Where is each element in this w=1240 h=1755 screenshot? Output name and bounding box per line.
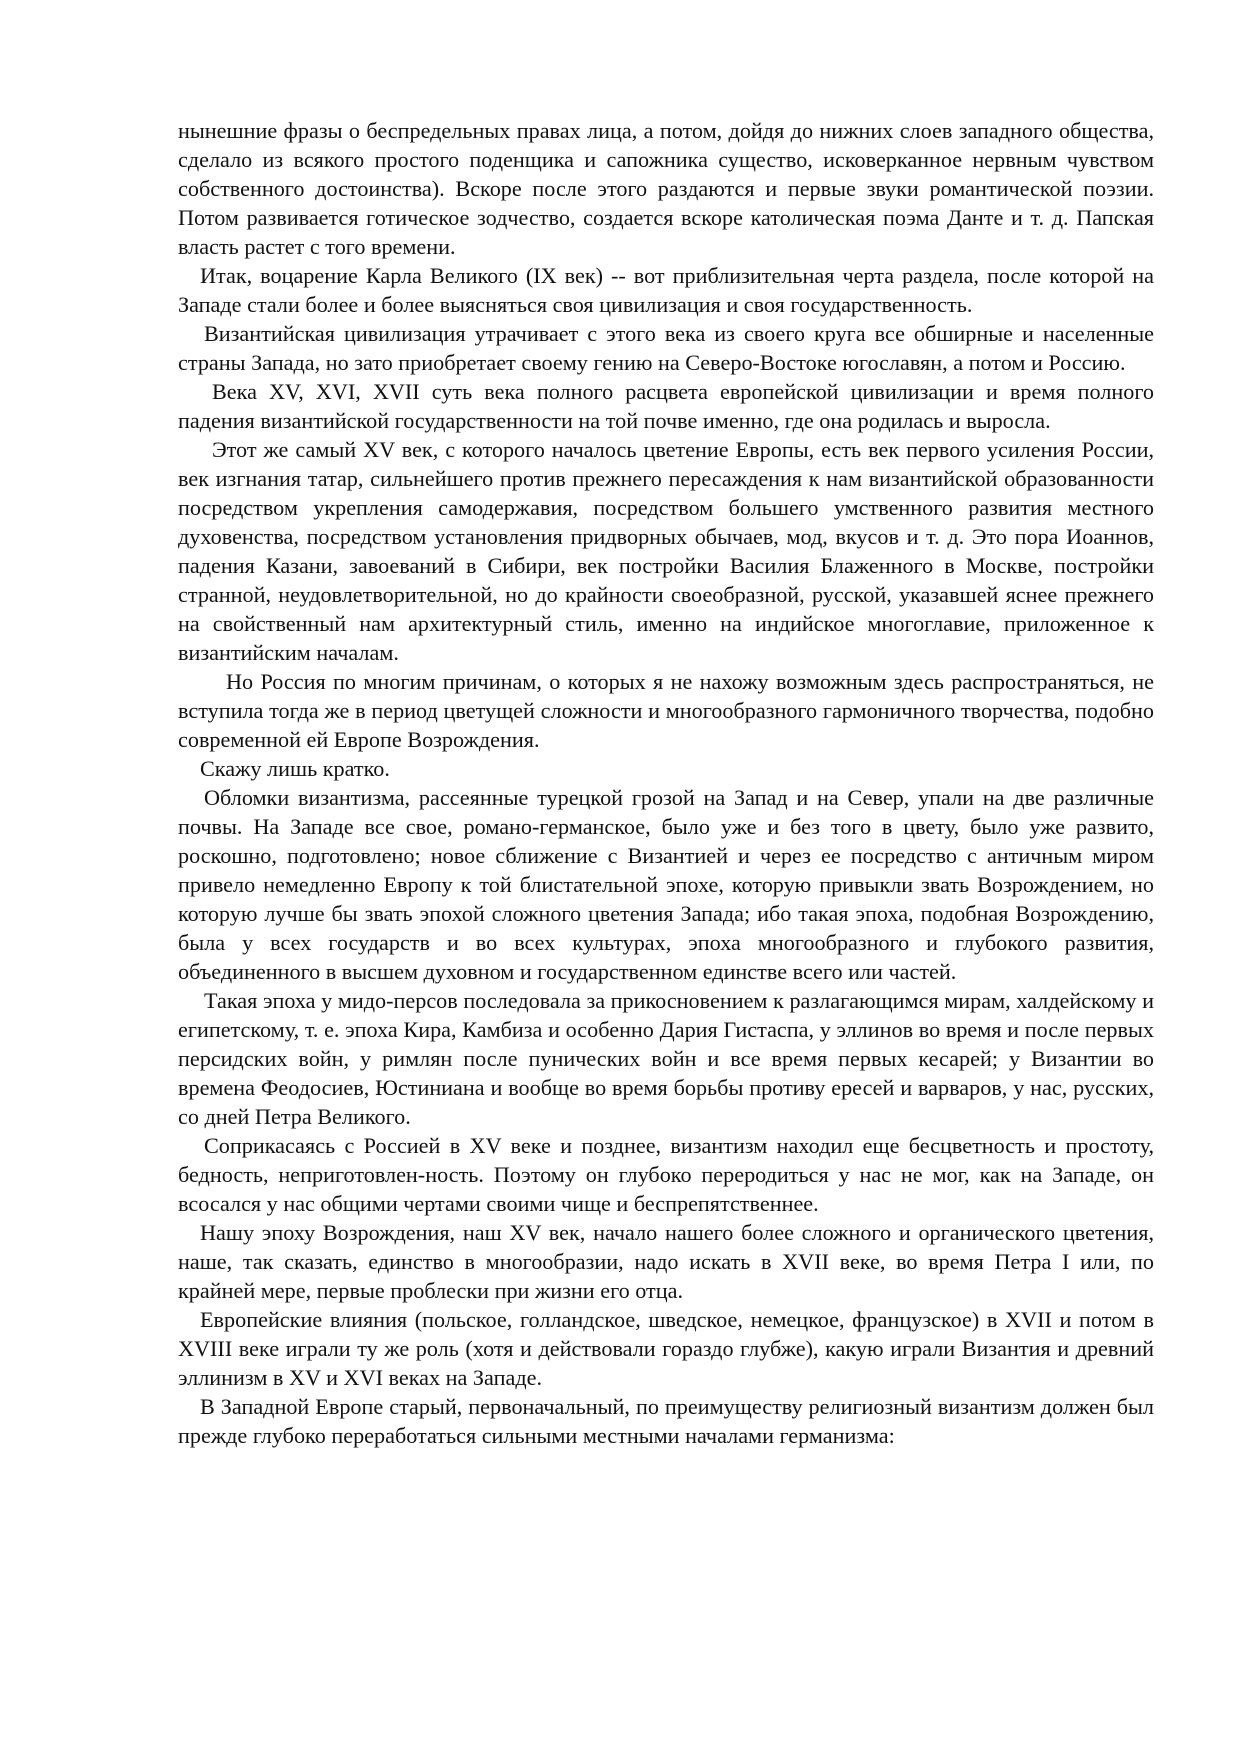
paragraph-2: Итак, воцарение Карла Великого (IX век) -- вот приблизительная черта раздела, после которой на Западе стали более и более выясняться своя цивилизация и своя государственность.	[178, 263, 1154, 317]
paragraph-4: Века XV, XVI, XVII суть века полного расцвета европейской цивилизации и время полного падения византийской государственности на той почве именно, где она родилась и выросла.	[178, 379, 1154, 433]
paragraph-6: Но Россия по многим причинам, о которых я не нахожу возможным здесь распространяться, не вступила тогда же в период цветущей сложности и многообразного гармоничного творчества, подобно современной ей Европе Возрождения.	[178, 669, 1154, 752]
paragraph-8: Обломки византизма, рассеянные турецкой грозой на Запад и на Север, упали на две различные почвы. На Западе все свое, романо-германское, было уже и без того в цвету, было уже развито, роскошно, подготовлено; новое сближение с Византией и через ее посредство с античным миром привело немедленно Европу к той блистательной эпохе, которую привыкли звать Возрождением, но которую лучше бы звать эпохой сложного цветения Запада; ибо такая эпоха, подобная Возрождению, была у всех государств и во всех культурах, эпоха многообразного и глубокого развития, объединенного в высшем духовном и государственном единстве всего или частей.	[178, 785, 1154, 984]
paragraph-12: Европейские влияния (польское, голландское, шведское, немецкое, французское) в XVII и потом в XVIII веке играли ту же роль (хотя и действовали гораздо глубже), какую играли Византия и древний эллинизм в XV и XVI веках на Западе.	[178, 1307, 1154, 1390]
paragraph-3: Византийская цивилизация утрачивает с этого века из своего круга все обширные и населенные страны Запада, но зато приобретает своему гению на Северо-Востоке югославян, а потом и Россию.	[178, 321, 1154, 375]
paragraph-10: Соприкасаясь с Россией в XV веке и позднее, византизм находил еще бесцветность и простоту, бедность, неприготовлен-ность. Поэтому он глубоко переродиться у нас не мог, как на Западе, он всосался у нас общими чертами своими чище и беспрепятственнее.	[178, 1133, 1154, 1216]
document-page	[178, 116, 1154, 1450]
paragraph-9: Такая эпоха у мидо-персов последовала за прикосновением к разлагающимся мирам, халдейскому и египетскому, т. е. эпоха Кира, Камбиза и особенно Дария Гистаспа, у эллинов во время и после первых персидских войн, у римлян после пунических войн и все время первых кесарей; у Византии во времена Феодосиев, Юстиниана и вообще во время борьбы противу ересей и варваров, у нас, русских, со дней Петра Великого.	[178, 988, 1154, 1129]
paragraph-1: нынешние фразы о беспредельных правах лица, а потом, дойдя до нижних слоев западного общества, сделало из всякого простого поденщика и сапожника существо, исковерканное нервным чувством собственного достоинства). Вскоре после этого раздаются и первые звуки романтической поэзии. Потом развивается готическое зодчество, создается вскоре католическая поэма Данте и т. д. Папская власть растет с того времени.	[178, 118, 1154, 259]
paragraph-11: Нашу эпоху Возрождения, наш XV век, начало нашего более сложного и органического цветения, наше, так сказать, единство в многообразии, надо искать в XVII веке, во время Петра I или, по крайней мере, первые проблески при жизни его отца.	[178, 1220, 1154, 1303]
paragraph-13: В Западной Европе старый, первоначальный, по преимуществу религиозный византизм должен был прежде глубоко переработаться сильными местными началами германизма:	[178, 1394, 1154, 1448]
paragraph-7: Скажу лишь кратко.	[200, 756, 390, 781]
paragraph-5: Этот же самый XV век, с которого началось цветение Европы, есть век первого усиления России, век изгнания татар, сильнейшего против прежнего пересаждения к нам византийской образованности посредством укрепления самодержавия, посредством большего умственного развития местного духовенства, посредством установления придворных обычаев, мод, вкусов и т. д. Это пора Иоаннов, падения Казани, завоеваний в Сибири, век постройки Василия Блаженного в Москве, постройки странной, неудовлетворительной, но до крайности своеобразной, русской, указавшей яснее прежнего на свойственный нам архитектурный стиль, именно на индийское многоглавие, приложенное к византийским началам.	[178, 437, 1154, 665]
